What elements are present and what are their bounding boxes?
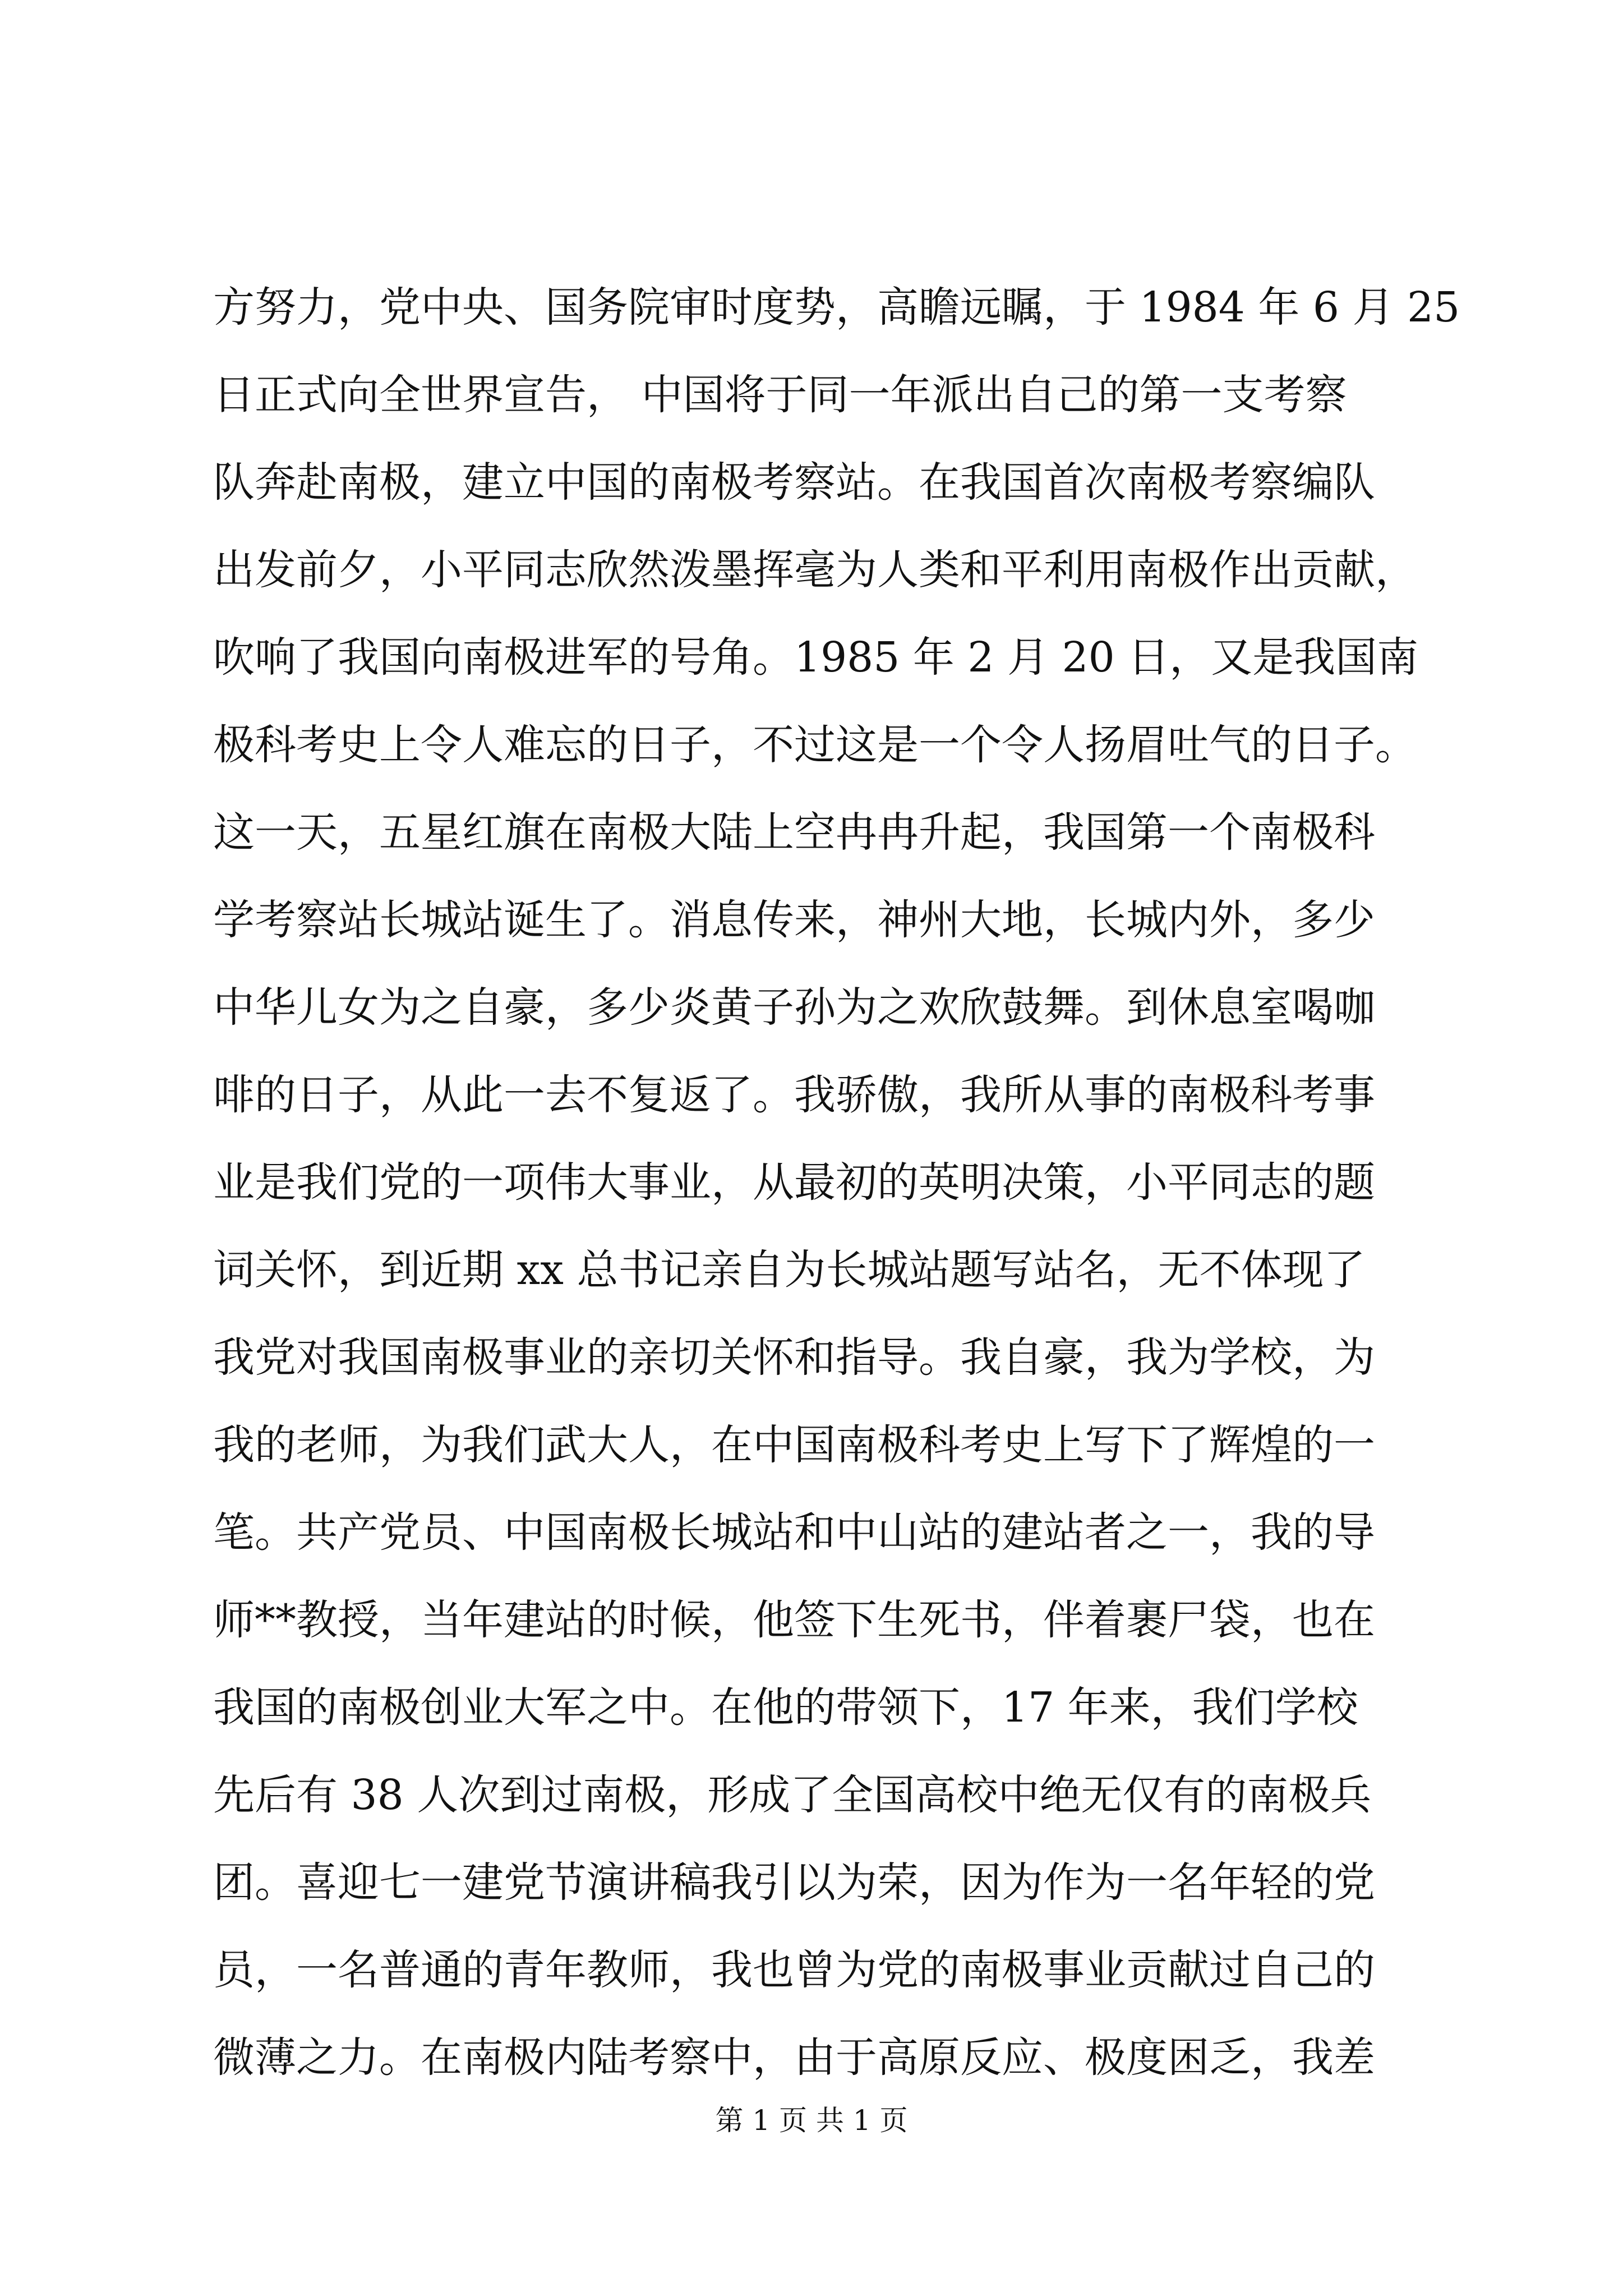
- text-line: 日正式向全世界宣告， 中国将于同一年派出自己的第一支考察: [213, 371, 1347, 419]
- text-line: 极科考史上令人难忘的日子，不过这是一个令人扬眉吐气的日子。: [213, 721, 1417, 769]
- text-line: 中华儿女为之自豪，多少炎黄子孙为之欢欣鼓舞。到休息室喝咖: [213, 983, 1375, 1032]
- page-footer: [0, 2098, 1623, 2143]
- text-line: 出发前夕，小平同志欣然泼墨挥毫为人类和平利用南极作出贡献，: [213, 546, 1417, 594]
- page-number-label: 第 1 页 共 1 页: [715, 2104, 908, 2137]
- text-line: 微薄之力。在南极内陆考察中，由于高原反应、极度困乏，我差: [213, 2033, 1375, 2082]
- text-line: 先后有 38 人次到过南极，形成了全国高校中绝无仅有的南极兵: [213, 1771, 1372, 1819]
- text-line: 我党对我国南极事业的亲切关怀和指导。我自豪，我为学校，为: [213, 1333, 1375, 1382]
- text-line: 业是我们党的一项伟大事业，从最初的英明决策，小平同志的题: [213, 1158, 1375, 1207]
- text-line: 我的老师，为我们武大人，在中国南极科考史上写下了辉煌的一: [213, 1421, 1375, 1469]
- text-line: 吹响了我国向南极进军的号角。1985 年 2 月 20 日，又是我国南: [213, 633, 1419, 682]
- text-line: 这一天，五星红旗在南极大陆上空冉冉升起，我国第一个南极科: [213, 808, 1375, 857]
- text-line: 师**教授，当年建站的时候，他签下生死书，伴着裹尸袋，也在: [213, 1596, 1375, 1644]
- text-line: 员，一名普通的青年教师，我也曾为党的南极事业贡献过自己的: [213, 1946, 1375, 1994]
- text-line: 学考察站长城站诞生了。消息传来，神州大地，长城内外，多少: [213, 896, 1375, 944]
- text-line: 我国的南极创业大军之中。在他的带领下，17 年来，我们学校: [213, 1683, 1358, 1732]
- text-line: 方努力，党中央、国务院审时度势，高瞻远瞩，于 1984 年 6 月 25: [213, 283, 1460, 332]
- body-text: [213, 264, 1460, 2101]
- text-line: 啡的日子，从此一去不复返了。我骄傲，我所从事的南极科考事: [213, 1071, 1375, 1119]
- text-line: 团。喜迎七一建党节演讲稿我引以为荣，因为作为一名年轻的党: [213, 1858, 1375, 1907]
- text-line: 笔。共产党员、中国南极长城站和中山站的建站者之一，我的导: [213, 1508, 1375, 1557]
- text-line: 词关怀，到近期 xx 总书记亲自为长城站题写站名，无不体现了: [213, 1246, 1366, 1294]
- text-line: 队奔赴南极，建立中国的南极考察站。在我国首次南极考察编队: [213, 458, 1375, 507]
